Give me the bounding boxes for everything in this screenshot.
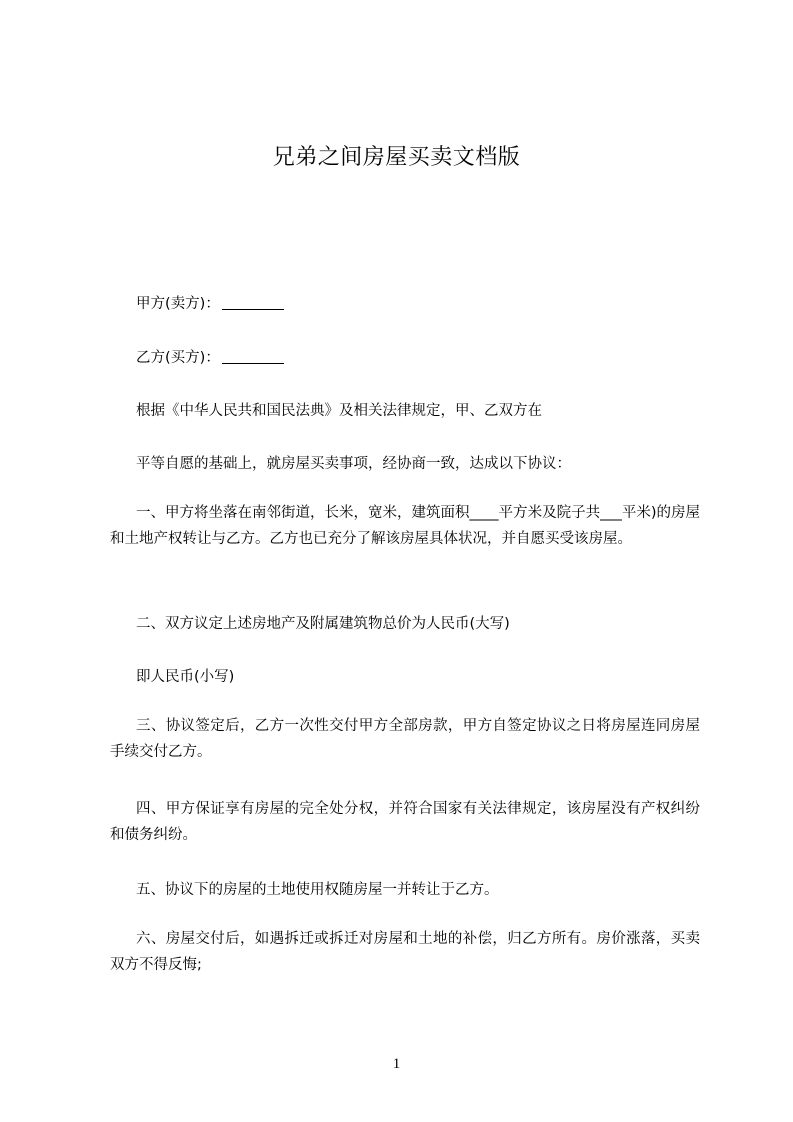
party-a-label: 甲方(卖方)： — [136, 296, 220, 312]
clause-5: 五、协议下的房屋的土地使用权随房屋一并转让于乙方。 — [136, 882, 499, 898]
clause-6: 六、房屋交付后，如遇拆迁或拆迁对房屋和土地的补偿，归乙方所有。房价涨落，买卖双方不得反悔; — [110, 931, 700, 973]
party-b-label: 乙方(买方)： — [136, 350, 220, 366]
clause-3: 三、协议签定后，乙方一次性交付甲方全部房款，甲方自签定协议之日将房屋连同房屋手续交付乙方。 — [110, 718, 700, 760]
clause-1: 一、甲方将坐落在南邻街道，长米，宽米，建筑面积____平方米及院子共___平米)的房屋和土地产权转让与乙方。乙方也已充分了解该房屋具体状况，并自愿买受该房屋。 — [110, 505, 700, 547]
clause-2b: 即人民币(小写) — [136, 669, 235, 685]
party-b-line — [136, 346, 284, 367]
document-title: 兄弟之间房屋买卖文档版 — [272, 145, 521, 170]
party-a-blank — [222, 295, 284, 310]
clause-2: 二、双方议定上述房地产及附属建筑物总价为人民币(大写) — [136, 616, 510, 632]
party-b-blank — [222, 349, 284, 364]
clause-4: 四、甲方保证享有房屋的完全处分权，并符合国家有关法律规定，该房屋没有产权纠纷和债务纠纷。 — [110, 801, 700, 843]
party-a-line — [136, 292, 284, 313]
intro-line-1: 根据《中华人民共和国民法典》及相关法律规定，甲、乙双方在 — [136, 403, 542, 419]
intro-line-2: 平等自愿的基础上，就房屋买卖事项，经协商一致，达成以下协议： — [136, 456, 571, 472]
page-number: 1 — [392, 1056, 401, 1072]
